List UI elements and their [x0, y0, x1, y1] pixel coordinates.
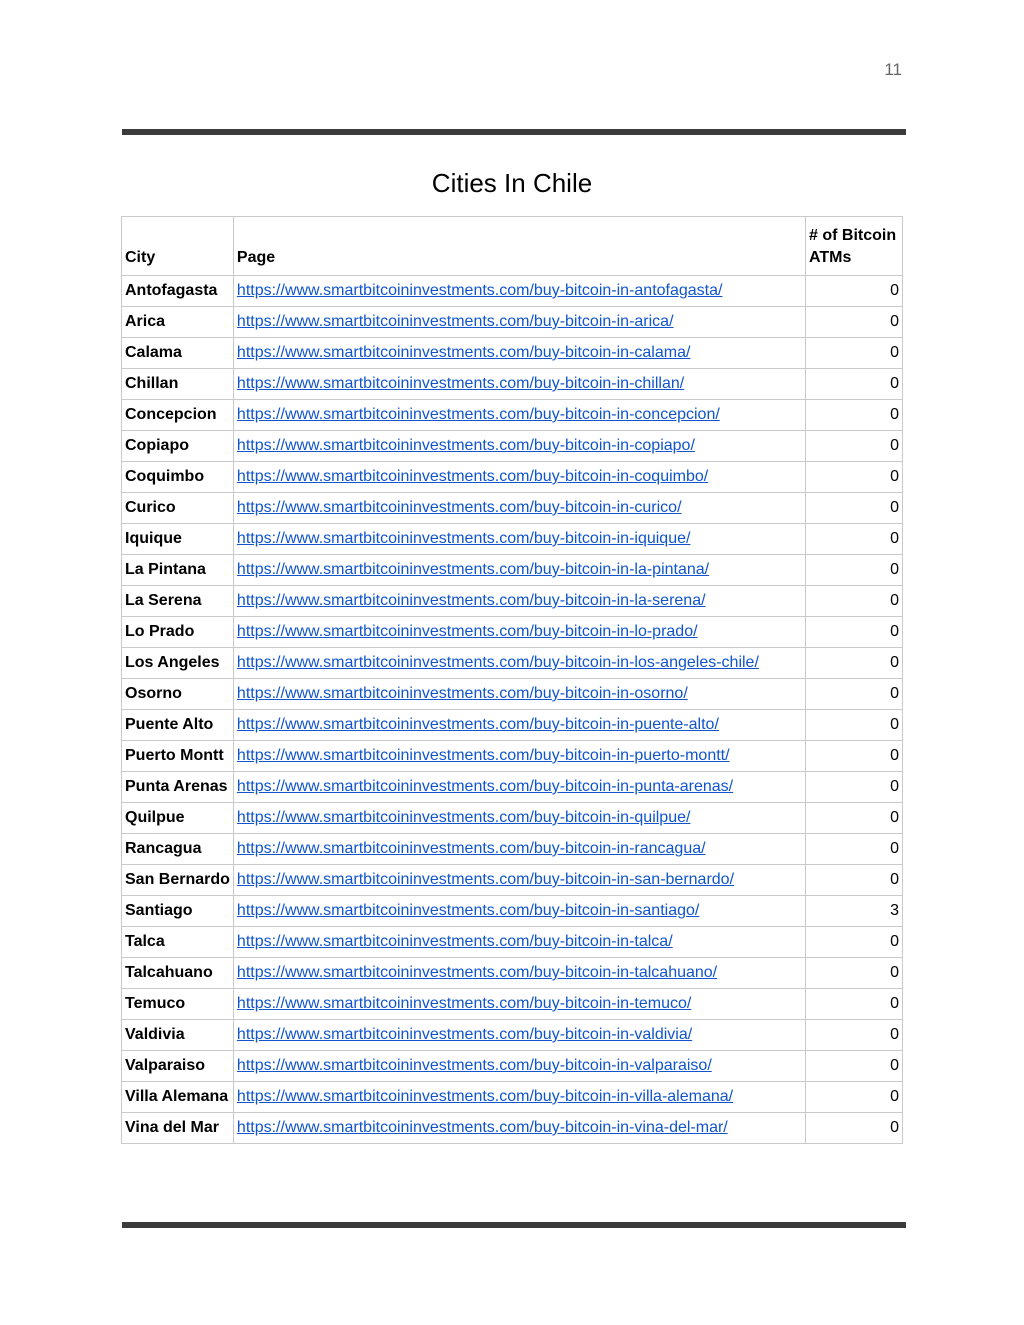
table-row: [122, 1020, 903, 1051]
page-cell: [233, 586, 805, 617]
table-row: [122, 307, 903, 338]
atm-count: 0: [806, 586, 903, 617]
page-cell: [233, 927, 805, 958]
page-cell: [233, 400, 805, 431]
page-cell: [233, 338, 805, 369]
atm-count: 0: [806, 307, 903, 338]
atm-count: 0: [806, 493, 903, 524]
page-link[interactable]: https://www.smartbitcoininvestments.com/buy-bitcoin-in-puerto-montt/: [236, 747, 730, 764]
city-name: Arica: [122, 307, 234, 338]
table-row: [122, 524, 903, 555]
page-cell: [233, 648, 805, 679]
city-name: La Pintana: [122, 555, 234, 586]
city-name: Villa Alemana: [122, 1082, 234, 1113]
page-link[interactable]: https://www.smartbitcoininvestments.com/buy-bitcoin-in-copiapo/: [236, 437, 695, 454]
page-link[interactable]: https://www.smartbitcoininvestments.com/buy-bitcoin-in-san-bernardo/: [236, 871, 735, 888]
table-header-row: [122, 217, 903, 276]
table-row: [122, 865, 903, 896]
atm-count: 0: [806, 927, 903, 958]
page-link[interactable]: https://www.smartbitcoininvestments.com/buy-bitcoin-in-concepcion/: [236, 406, 720, 423]
page-link[interactable]: https://www.smartbitcoininvestments.com/buy-bitcoin-in-villa-alemana/: [236, 1088, 734, 1105]
atm-count: 0: [806, 276, 903, 307]
page-cell: [233, 772, 805, 803]
page-link[interactable]: https://www.smartbitcoininvestments.com/buy-bitcoin-in-lo-prado/: [236, 623, 698, 640]
atm-count: 0: [806, 524, 903, 555]
page-link[interactable]: https://www.smartbitcoininvestments.com/buy-bitcoin-in-iquique/: [236, 530, 691, 547]
city-name: Temuco: [122, 989, 234, 1020]
page-link[interactable]: https://www.smartbitcoininvestments.com/buy-bitcoin-in-valdivia/: [236, 1026, 693, 1043]
table-row: [122, 741, 903, 772]
page-link[interactable]: https://www.smartbitcoininvestments.com/buy-bitcoin-in-osorno/: [236, 685, 688, 702]
page-link[interactable]: https://www.smartbitcoininvestments.com/buy-bitcoin-in-temuco/: [236, 995, 692, 1012]
page-cell: [233, 1020, 805, 1051]
table-body: [122, 276, 903, 1144]
page-cell: [233, 741, 805, 772]
table-row: [122, 338, 903, 369]
table-row: [122, 927, 903, 958]
page-link[interactable]: https://www.smartbitcoininvestments.com/buy-bitcoin-in-curico/: [236, 499, 682, 516]
city-name: Curico: [122, 493, 234, 524]
city-name: Talca: [122, 927, 234, 958]
city-name: Quilpue: [122, 803, 234, 834]
page-cell: [233, 431, 805, 462]
page-cell: [233, 555, 805, 586]
atm-count: 0: [806, 834, 903, 865]
city-name: Chillan: [122, 369, 234, 400]
table-row: [122, 710, 903, 741]
table-row: [122, 276, 903, 307]
page-link[interactable]: https://www.smartbitcoininvestments.com/buy-bitcoin-in-santiago/: [236, 902, 700, 919]
city-name: Vina del Mar: [122, 1113, 234, 1144]
city-name: Santiago: [122, 896, 234, 927]
page-link[interactable]: https://www.smartbitcoininvestments.com/buy-bitcoin-in-chillan/: [236, 375, 685, 392]
page-cell: [233, 1051, 805, 1082]
page-link[interactable]: https://www.smartbitcoininvestments.com/buy-bitcoin-in-coquimbo/: [236, 468, 709, 485]
table-row: [122, 834, 903, 865]
atm-count: 0: [806, 710, 903, 741]
atm-count: 0: [806, 958, 903, 989]
table-row: [122, 803, 903, 834]
atm-count: 0: [806, 1113, 903, 1144]
city-name: Rancagua: [122, 834, 234, 865]
table-row: [122, 555, 903, 586]
page-cell: [233, 958, 805, 989]
city-name: Valdivia: [122, 1020, 234, 1051]
page-cell: [233, 276, 805, 307]
city-name: Copiapo: [122, 431, 234, 462]
city-name: Iquique: [122, 524, 234, 555]
city-name: Punta Arenas: [122, 772, 234, 803]
city-name: San Bernardo: [122, 865, 234, 896]
table-row: [122, 1051, 903, 1082]
table-row: [122, 1082, 903, 1113]
atm-count: 0: [806, 462, 903, 493]
page-link[interactable]: https://www.smartbitcoininvestments.com/buy-bitcoin-in-antofagasta/: [236, 282, 723, 299]
header-city: City: [122, 217, 234, 276]
city-name: Lo Prado: [122, 617, 234, 648]
header-page: Page: [233, 217, 805, 276]
table-row: [122, 617, 903, 648]
atm-count: 0: [806, 679, 903, 710]
atm-count: 0: [806, 400, 903, 431]
page-link[interactable]: https://www.smartbitcoininvestments.com/buy-bitcoin-in-vina-del-mar/: [236, 1119, 728, 1136]
page-cell: [233, 896, 805, 927]
page-link[interactable]: https://www.smartbitcoininvestments.com/buy-bitcoin-in-talca/: [236, 933, 673, 950]
atm-count: 0: [806, 989, 903, 1020]
atm-count: 0: [806, 741, 903, 772]
page-cell: [233, 369, 805, 400]
page-link[interactable]: https://www.smartbitcoininvestments.com/buy-bitcoin-in-arica/: [236, 313, 674, 330]
atm-count: 0: [806, 555, 903, 586]
city-name: Coquimbo: [122, 462, 234, 493]
city-name: Valparaiso: [122, 1051, 234, 1082]
page-cell: [233, 803, 805, 834]
page-cell: [233, 1082, 805, 1113]
atm-count: 0: [806, 772, 903, 803]
page-cell: [233, 989, 805, 1020]
table-row: [122, 989, 903, 1020]
page-cell: [233, 524, 805, 555]
city-name: Puerto Montt: [122, 741, 234, 772]
table-row: [122, 896, 903, 927]
city-name: Antofagasta: [122, 276, 234, 307]
page-title: Cities In Chile: [431, 168, 593, 198]
city-name: Los Angeles: [122, 648, 234, 679]
atm-count: 3: [806, 896, 903, 927]
page-link[interactable]: https://www.smartbitcoininvestments.com/buy-bitcoin-in-la-serena/: [236, 592, 706, 609]
atm-count: 0: [806, 338, 903, 369]
cities-table: [121, 216, 903, 1144]
atm-count: 0: [806, 431, 903, 462]
table-row: [122, 958, 903, 989]
page-link[interactable]: https://www.smartbitcoininvestments.com/buy-bitcoin-in-talcahuano/: [236, 964, 718, 981]
table-row: [122, 493, 903, 524]
table-row: [122, 1113, 903, 1144]
page-cell: [233, 679, 805, 710]
table-row: [122, 586, 903, 617]
atm-count: 0: [806, 1020, 903, 1051]
city-name: Osorno: [122, 679, 234, 710]
atm-count: 0: [806, 648, 903, 679]
city-name: Concepcion: [122, 400, 234, 431]
page-link[interactable]: https://www.smartbitcoininvestments.com/buy-bitcoin-in-la-pintana/: [236, 561, 710, 578]
page-cell: [233, 1113, 805, 1144]
city-name: Calama: [122, 338, 234, 369]
bottom-divider: [122, 1222, 906, 1228]
city-name: Talcahuano: [122, 958, 234, 989]
page-link[interactable]: https://www.smartbitcoininvestments.com/buy-bitcoin-in-punta-arenas/: [236, 778, 734, 795]
header-atms: # of Bitcoin ATMs: [806, 217, 903, 276]
city-name: La Serena: [122, 586, 234, 617]
atm-count: 0: [806, 865, 903, 896]
atm-count: 0: [806, 617, 903, 648]
page-link[interactable]: https://www.smartbitcoininvestments.com/buy-bitcoin-in-calama/: [236, 344, 691, 361]
page-link[interactable]: https://www.smartbitcoininvestments.com/buy-bitcoin-in-quilpue/: [236, 809, 691, 826]
table-row: [122, 369, 903, 400]
page-link[interactable]: https://www.smartbitcoininvestments.com/buy-bitcoin-in-valparaiso/: [236, 1057, 712, 1074]
table-row: [122, 772, 903, 803]
atm-count: 0: [806, 1082, 903, 1113]
page-number: 11: [884, 60, 902, 79]
page-cell: [233, 617, 805, 648]
page-link[interactable]: https://www.smartbitcoininvestments.com/buy-bitcoin-in-los-angeles-chile/: [236, 654, 759, 671]
page-cell: [233, 307, 805, 338]
table-row: [122, 648, 903, 679]
table-row: [122, 462, 903, 493]
atm-count: 0: [806, 369, 903, 400]
page-link[interactable]: https://www.smartbitcoininvestments.com/buy-bitcoin-in-puente-alto/: [236, 716, 719, 733]
page-link[interactable]: https://www.smartbitcoininvestments.com/buy-bitcoin-in-rancagua/: [236, 840, 706, 857]
city-name: Puente Alto: [122, 710, 234, 741]
page-cell: [233, 710, 805, 741]
page-cell: [233, 834, 805, 865]
table-row: [122, 431, 903, 462]
table-row: [122, 679, 903, 710]
page-cell: [233, 865, 805, 896]
atm-count: 0: [806, 803, 903, 834]
page-cell: [233, 493, 805, 524]
top-divider: [122, 129, 906, 135]
page-cell: [233, 462, 805, 493]
table-row: [122, 400, 903, 431]
atm-count: 0: [806, 1051, 903, 1082]
